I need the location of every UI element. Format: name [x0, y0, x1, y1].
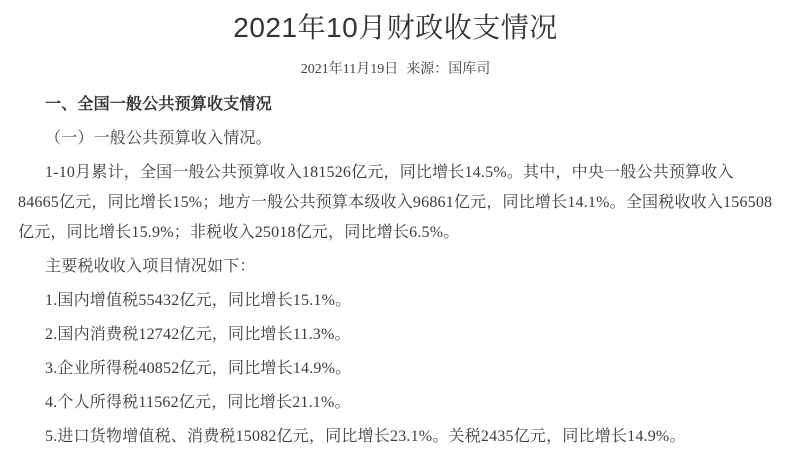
article-meta: [18, 62, 773, 78]
source-label: 来源：国库司: [406, 62, 491, 77]
tax-item-corporate-income: 3.企业所得税40852亿元，同比增长14.9%。: [45, 360, 352, 377]
article-body: [18, 90, 773, 452]
page-title: 2021年10月财政收支情况: [233, 12, 558, 43]
tax-item-personal-income: 4.个人所得税11562亿元，同比增长21.1%。: [45, 394, 351, 411]
publish-date: 2021年11月19日: [300, 62, 399, 77]
paragraph-revenue-summary: 1-10月累计，全国一般公共预算收入181526亿元，同比增长14.5%。其中，中央一般公共预算收入84665亿元，同比增长15%；地方一般公共预算本级收入96861亿元，同比增长14.1%。全国税收收入156508亿元，同比增长15.9%；非税收入25018亿元，同比增长6.5%。: [18, 164, 773, 241]
paragraph-tax-items-intro: 主要税收收入项目情况如下：: [45, 258, 256, 275]
tax-item-vat: 1.国内增值税55432亿元，同比增长15.1%。: [45, 292, 352, 309]
subsection-heading: （一）一般公共预算收入情况。: [45, 130, 272, 147]
tax-item-import-tariff: 5.进口货物增值税、消费税15082亿元，同比增长23.1%。关税2435亿元，同比增长14.9%。: [45, 428, 686, 445]
tax-item-consumption: 2.国内消费税12742亿元，同比增长11.3%。: [45, 326, 351, 343]
section-heading: 一、全国一般公共预算收支情况: [45, 96, 272, 113]
